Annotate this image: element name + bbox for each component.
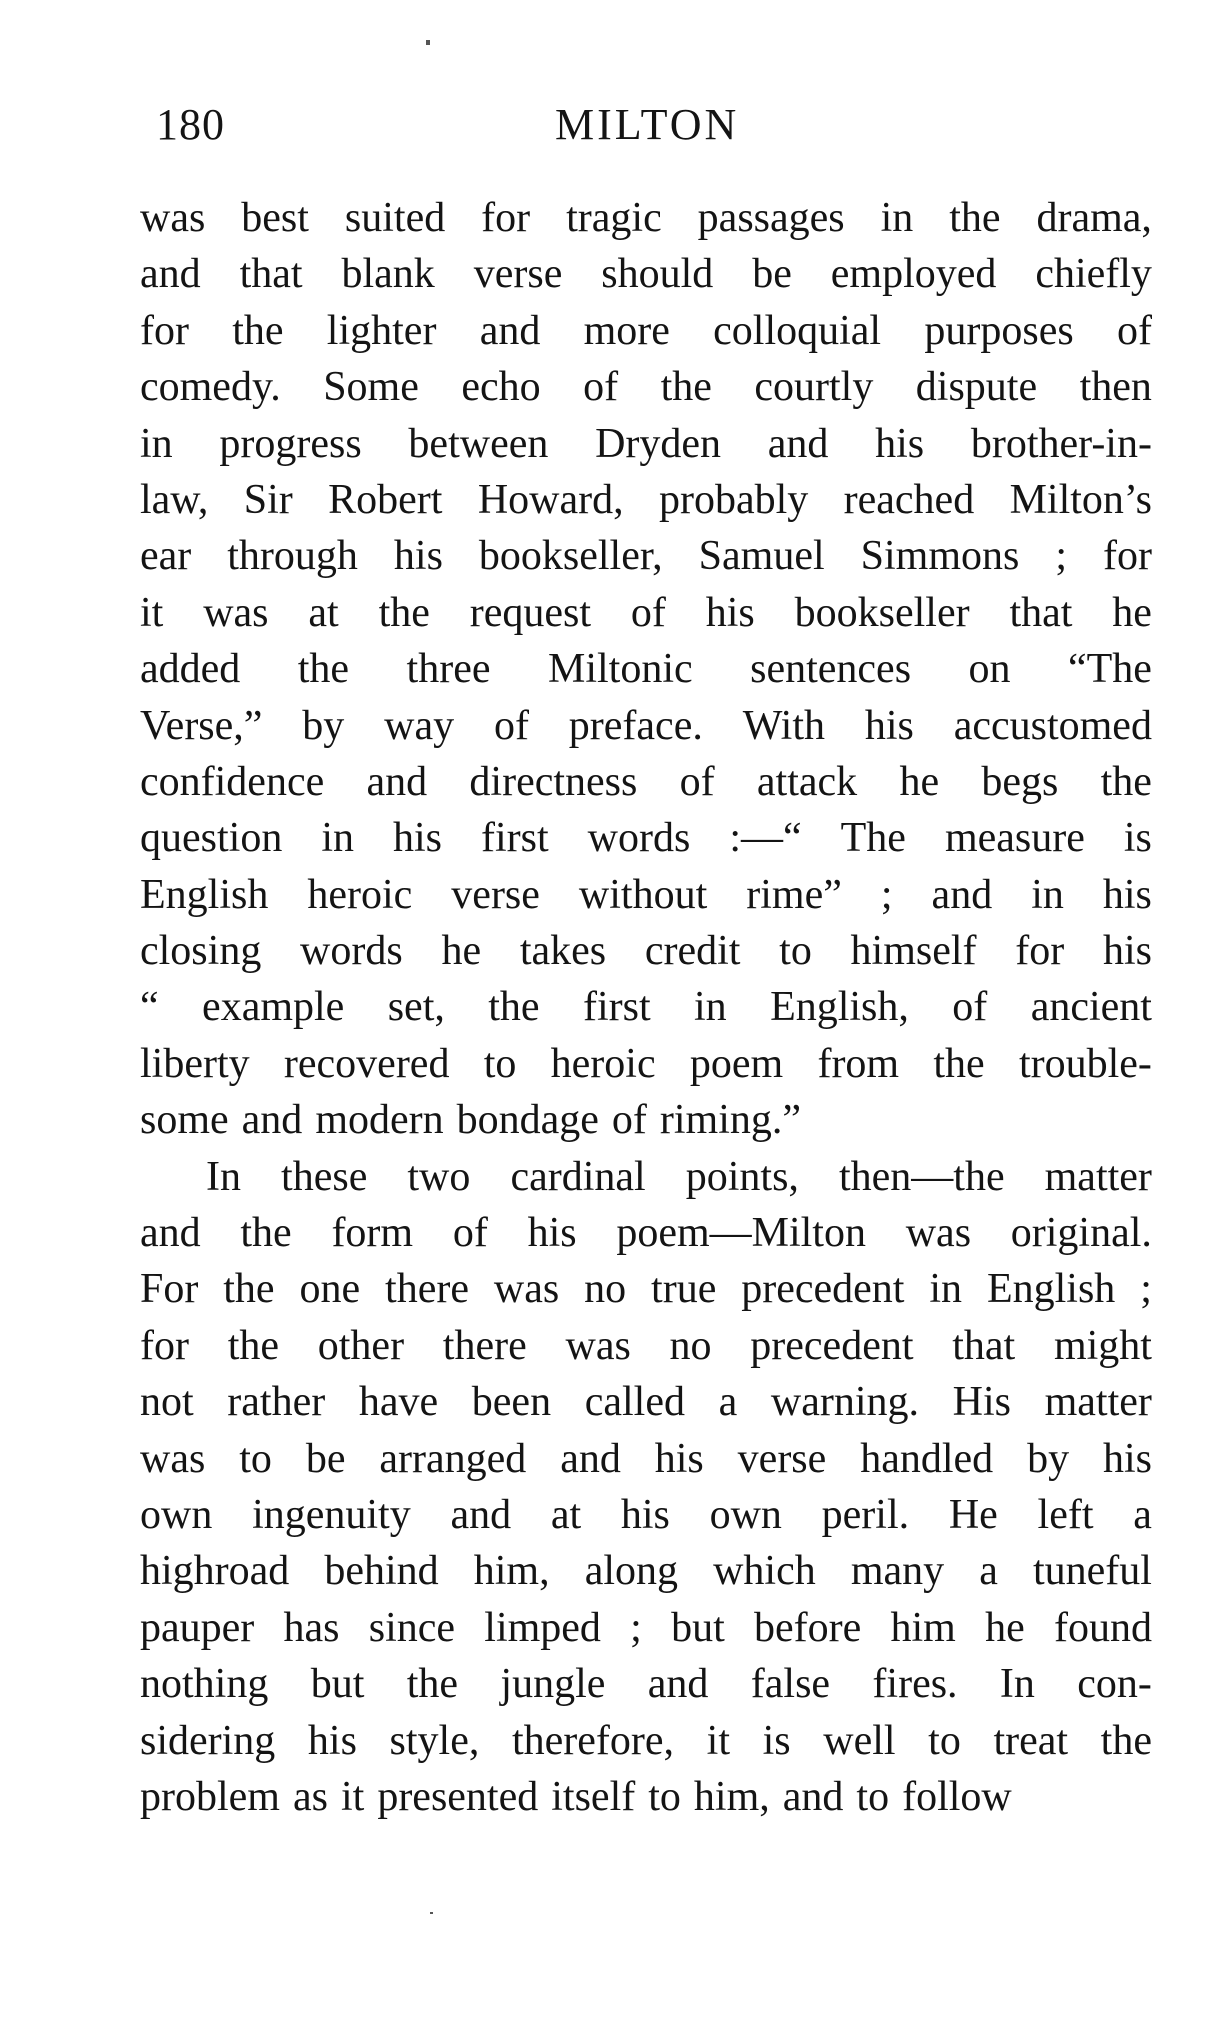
page-header bbox=[150, 95, 1150, 155]
text-line: for the lighter and more colloquial purposes of bbox=[140, 307, 1152, 354]
body-text bbox=[140, 190, 1152, 1825]
running-head: MILTON bbox=[555, 100, 740, 149]
text-line: closing words he takes credit to himself for his bbox=[140, 928, 1152, 975]
text-line: English heroic verse without rime” ; and in his bbox=[140, 871, 1152, 918]
text-line: for the other there was no precedent that might bbox=[140, 1322, 1152, 1369]
text-line: comedy. Some echo of the courtly dispute then bbox=[140, 364, 1152, 411]
text-line: For the one there was no true precedent in English ; bbox=[140, 1266, 1152, 1313]
text-line: “ example set, the first in English, of ancient bbox=[140, 984, 1152, 1031]
text-line: law, Sir Robert Howard, probably reached Milton’s bbox=[140, 476, 1152, 523]
text-line: and that blank verse should be employed chiefly bbox=[140, 251, 1152, 298]
text-line: some and modern bondage of riming.” bbox=[140, 1097, 802, 1144]
text-line: not rather have been called a warning. His matter bbox=[140, 1379, 1152, 1426]
text-line: problem as it presented itself to him, and to follow bbox=[140, 1773, 1012, 1820]
text-line: question in his first words :—“ The measure is bbox=[140, 815, 1152, 862]
text-line: in progress between Dryden and his brother-in- bbox=[140, 420, 1152, 467]
ink-speck bbox=[426, 40, 430, 45]
text-line: added the three Miltonic sentences on “The bbox=[140, 646, 1152, 693]
text-line: ear through his bookseller, Samuel Simmons ; for bbox=[140, 533, 1152, 580]
text-line: liberty recovered to heroic poem from the trouble- bbox=[140, 1040, 1152, 1087]
text-line: own ingenuity and at his own peril. He left a bbox=[140, 1491, 1152, 1538]
text-line: sidering his style, therefore, it is well to treat the bbox=[140, 1717, 1152, 1764]
ink-speck bbox=[430, 1912, 433, 1914]
text-line: was best suited for tragic passages in the drama, bbox=[140, 195, 1152, 241]
text-line: was to be arranged and his verse handled by his bbox=[140, 1435, 1152, 1482]
text-line: Verse,” by way of preface. With his accustomed bbox=[140, 702, 1152, 749]
text-line: nothing but the jungle and false fires. In con- bbox=[140, 1661, 1152, 1708]
text-line: highroad behind him, along which many a tuneful bbox=[140, 1548, 1152, 1595]
text-line: confidence and directness of attack he begs the bbox=[140, 758, 1152, 805]
text-line: In these two cardinal points, then—the matter bbox=[206, 1153, 1152, 1200]
text-line: it was at the request of his bookseller that he bbox=[140, 589, 1152, 636]
page-number: 180 bbox=[156, 100, 225, 149]
text-line: and the form of his poem—Milton was original. bbox=[140, 1210, 1152, 1257]
text-line: pauper has since limped ; but before him he found bbox=[140, 1604, 1152, 1651]
